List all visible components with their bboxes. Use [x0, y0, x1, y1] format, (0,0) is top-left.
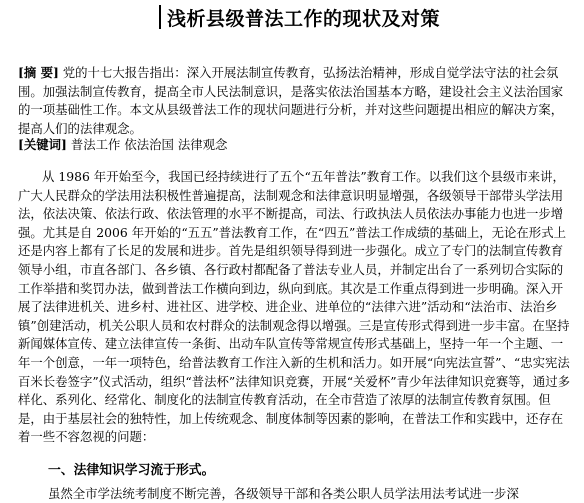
- body-paragraph-start: 虽然全市学法统考制度不断完善，各级领导干部和各类公职人员学法用法考试进一步深: [48, 486, 519, 501]
- abstract-text: 党的十七大报告指出：深入开展法制宣传教育，弘扬法治精神，形成自觉学法守法的社会氛围。加强法制宣传教育，提高全市人民法制意识，是落实依法治国基本方略，建设社会主义法治国家的一项基础性工作。本文从县级普法工作的现状问题进行分析，并对这些问题提出相应的解决方案，提高人们的法律观念。: [18, 65, 564, 136]
- body-text-block: [18, 168, 574, 447]
- keywords-text: 普法工作 依法治国 法律观念: [70, 137, 228, 152]
- abstract-block: [18, 64, 574, 138]
- text-cursor: [159, 5, 161, 29]
- body-paragraph: 从 1986 年开始至今，我国已经持续进行了五个“五年普法”教育工作。以我们这个县级市来讲，广大人民群众的学法用法积极性普遍提高，法制观念和法律意识明显增强，各级领导干部带头学法用法，依法决策、依法行政、依法管理的水平不断提高，司法、行政执法人员依法办事能力也进一步增强。尤其是自 2006 年开始的“五五”普法教育工作，在“四五”普法工作成绩的基础上，无论在形式上还是内容上都有了长足的发展和进步。首先是组织领导得到进一步强化。成立了专门的法制宣传教育领导小组，市直各部门、各乡镇、各行政村都配备了普法专业人员，并制定出台了一系列切合实际的工作举措和奖罚办法，做到普法工作横向到边，纵向到底。其次是工作重点得到进一步明确。深入开展了法律进机关、进乡村、进社区、进学校、进企业、进单位的“法律六进”活动和“法治市、法治乡镇”创建活动，机关公职人员和农村群众的法制观念得以增强。三是宣传形式得到进一步丰富。在坚持新闻媒体宣传、建立法律宣传一条街、出动车队宣传等常规宣传形式基础上，坚持一年一个主题、一年一个创意，一年一项特色，给普法教育工作注入新的生机和活力。如开展“向宪法宣誓”、“忠实宪法百米长卷签字”仪式活动，组织“普法杯”法律知识竞赛，开展“关爱杯”青少年法律知识竞赛等，通过多样化、系列化、经常化、制度化的法制宣传教育活动，在全市营造了浓厚的法制宣传教育氛围。但是，由于基层社会的独特性，加上传统观念、制度体制等因素的影响，在普法工作和实践中，还存在着一些不容忽视的问题：: [18, 169, 571, 445]
- keywords-label: [关键词]: [18, 137, 67, 152]
- keywords-block: [18, 136, 574, 155]
- abstract-label: [摘 要]: [18, 65, 59, 80]
- page-title: 浅析县级普法工作的现状及对策: [167, 8, 441, 30]
- section-heading: 一、法律知识学习流于形式。: [48, 463, 215, 478]
